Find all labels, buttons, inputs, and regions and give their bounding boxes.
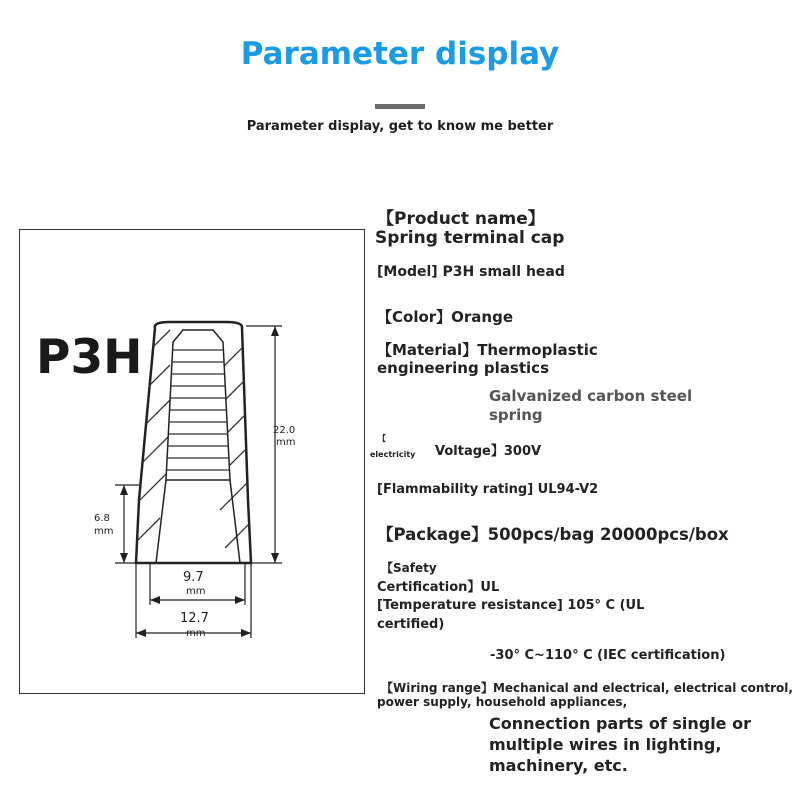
temperature-iec-spec: -30° C~110° C (IEC certification) — [490, 648, 726, 663]
color-spec: 【Color】Orange — [377, 308, 514, 326]
package-spec: 【Package】500pcs/bag 20000pcs/box — [377, 525, 729, 544]
dim-base-value: 6.8 — [94, 513, 110, 524]
dim-outer-unit: mm — [186, 628, 206, 639]
dim-height-value: 22.0 — [273, 425, 296, 436]
model-label: P3H — [36, 330, 143, 385]
product-diagram — [19, 229, 365, 694]
connection-spec-line2: multiple wires in lighting, — [489, 735, 722, 754]
dim-outer-value: 12.7 — [180, 611, 209, 626]
dim-base-unit: mm — [94, 526, 114, 537]
spring-spec-line2: spring — [489, 406, 543, 424]
page-title: Parameter display — [240, 36, 560, 72]
terminal-cap-drawing — [20, 230, 366, 695]
wiring-spec-line1: 【Wiring range】Mechanical and electrical, electrical control, — [381, 681, 793, 695]
dim-inner-value: 9.7 — [183, 570, 204, 585]
flammability-spec: [Flammability rating] UL94-V2 — [377, 482, 599, 497]
connection-spec-line3: machinery, etc. — [489, 756, 628, 775]
title-divider — [375, 104, 425, 109]
dim-inner-unit: mm — [186, 586, 206, 597]
spring-spec-line1: Galvanized carbon steel — [489, 387, 693, 405]
product-name-value: Spring terminal cap — [375, 228, 565, 248]
temperature-spec-line2: certified) — [377, 617, 445, 632]
dim-height-unit: mm — [276, 437, 296, 448]
safety-spec-line1: 【Safety — [381, 561, 437, 575]
product-name-label: 【Product name】 — [377, 209, 545, 229]
page-subtitle: Parameter display, get to know me better — [246, 119, 554, 134]
voltage-bracket: 【 — [378, 434, 386, 443]
temperature-spec-line1: [Temperature resistance] 105° C (UL — [377, 598, 645, 613]
connection-spec-line1: Connection parts of single or — [489, 714, 751, 733]
safety-spec-line2: Certification】UL — [377, 580, 500, 595]
voltage-small-label: electricity — [370, 450, 416, 459]
model-spec: [Model] P3H small head — [377, 264, 565, 280]
voltage-spec: Voltage】300V — [435, 444, 542, 459]
wiring-spec-line2: power supply, household appliances, — [377, 695, 628, 709]
material-spec-line2: engineering plastics — [377, 359, 549, 377]
material-spec-line1: 【Material】Thermoplastic — [377, 341, 598, 359]
